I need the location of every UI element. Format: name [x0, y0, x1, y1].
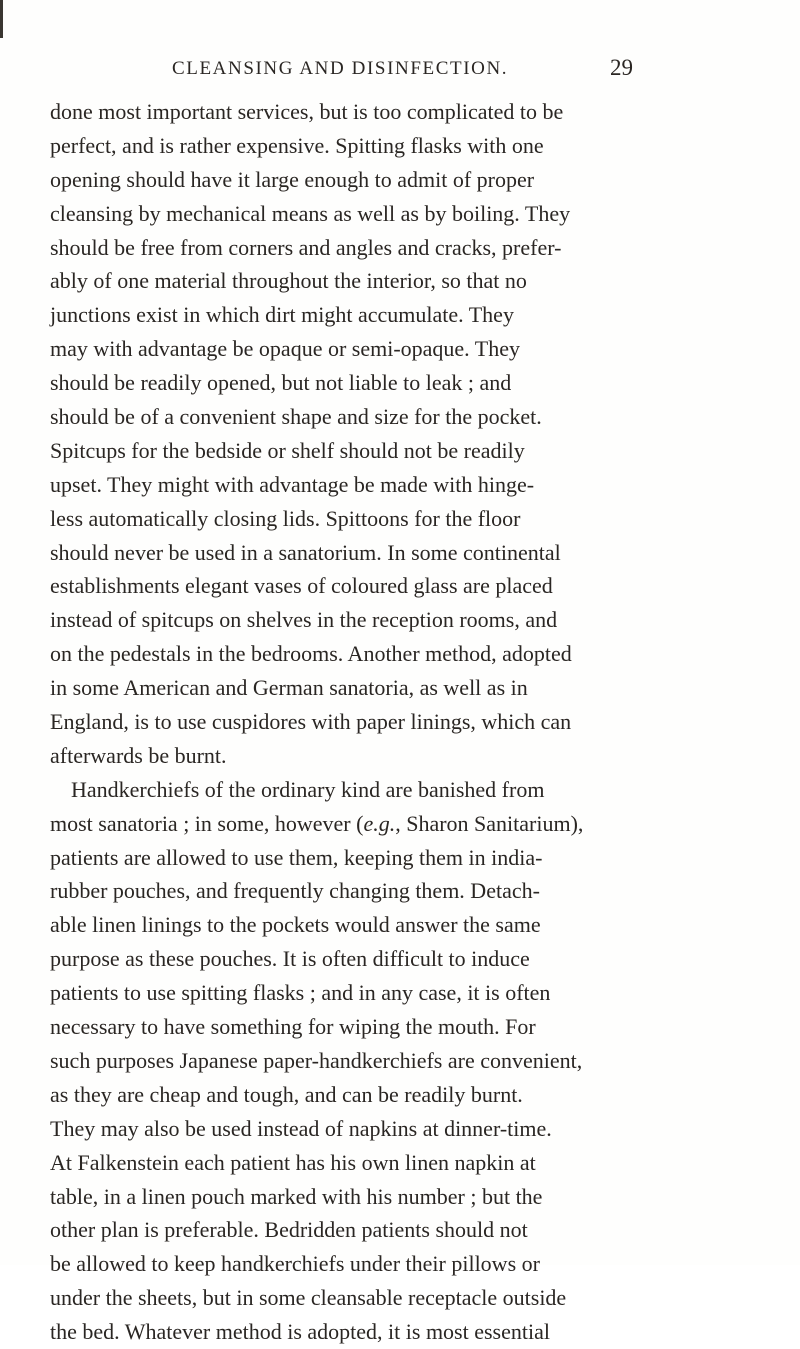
- text-line: necessary to have something for wiping the mouth. For: [50, 1014, 536, 1040]
- text-line: should be readily opened, but not liable to leak ; and: [50, 370, 512, 396]
- page-number: 29: [610, 55, 633, 80]
- text-line: such purposes Japanese paper-handkerchiefs are convenient,: [50, 1047, 583, 1073]
- italic-abbreviation: e.g.: [363, 810, 396, 836]
- text-line: Spitcups for the bedside or shelf should not be readily: [50, 437, 525, 463]
- text-line: cleansing by mechanical means as well as by boiling. They: [50, 200, 571, 226]
- text-line: as they are cheap and tough, and can be readily burnt.: [50, 1081, 523, 1107]
- text-line: junctions exist in which dirt might accumulate. They: [50, 302, 514, 328]
- text-line: patients to use spitting flasks ; and in any case, it is often: [50, 980, 551, 1006]
- text-line: At Falkenstein each patient has his own linen napkin at: [50, 1149, 536, 1175]
- text-line: should never be used in a sanatorium. In some continental: [50, 539, 561, 565]
- text-line: establishments elegant vases of coloured glass are placed: [50, 573, 553, 599]
- text-line: should be free from corners and angles and cracks, prefer-: [50, 234, 562, 260]
- text-line: instead of spitcups on shelves in the reception rooms, and: [50, 607, 558, 633]
- text-line: England, is to use cuspidores with paper linings, which can: [50, 709, 572, 735]
- text-line: table, in a linen pouch marked with his number ; but the: [50, 1183, 543, 1209]
- text-line: Handkerchiefs of the ordinary kind are banished from: [71, 776, 545, 802]
- text-line: most sanatoria ; in some, however (e.g., Sharon Sanitarium),: [50, 810, 584, 836]
- text-line: less automatically closing lids. Spittoons for the floor: [50, 505, 521, 531]
- text-line: be allowed to keep handkerchiefs under their pillows or: [50, 1251, 540, 1277]
- text-line: in some American and German sanatoria, as well as in: [50, 675, 528, 701]
- text-line: should be of a convenient shape and size for the pocket.: [50, 404, 542, 430]
- text-line: other plan is preferable. Bedridden patients should not: [50, 1217, 528, 1243]
- text-line: under the sheets, but in some cleansable receptacle outside: [50, 1285, 567, 1311]
- text-line: opening should have it large enough to admit of proper: [50, 166, 535, 192]
- text-line: may with advantage be opaque or semi-opaque. They: [50, 336, 520, 362]
- body-text: [50, 95, 770, 1349]
- text-line: They may also be used instead of napkins at dinner-time.: [50, 1115, 552, 1141]
- text-line: done most important services, but is too complicated to be: [50, 99, 564, 124]
- text-line: purpose as these pouches. It is often difficult to induce: [50, 946, 530, 972]
- text-line: upset. They might with advantage be made with hinge-: [50, 471, 535, 497]
- text-line: rubber pouches, and frequently changing them. Detach-: [50, 878, 540, 904]
- running-head: CLEANSING AND DISINFECTION.: [172, 58, 509, 79]
- text-line: patients are allowed to use them, keeping them in india-: [50, 844, 543, 870]
- text-line: afterwards be burnt.: [50, 742, 227, 768]
- text-line: able linen linings to the pockets would answer the same: [50, 912, 541, 938]
- text-line: the bed. Whatever method is adopted, it is most essential: [50, 1319, 550, 1345]
- text-line: on the pedestals in the bedrooms. Another method, adopted: [50, 641, 572, 667]
- text-line: ably of one material throughout the interior, so that no: [50, 268, 527, 294]
- binding-edge: [0, 0, 3, 38]
- text-line: perfect, and is rather expensive. Spitting flasks with one: [50, 132, 544, 158]
